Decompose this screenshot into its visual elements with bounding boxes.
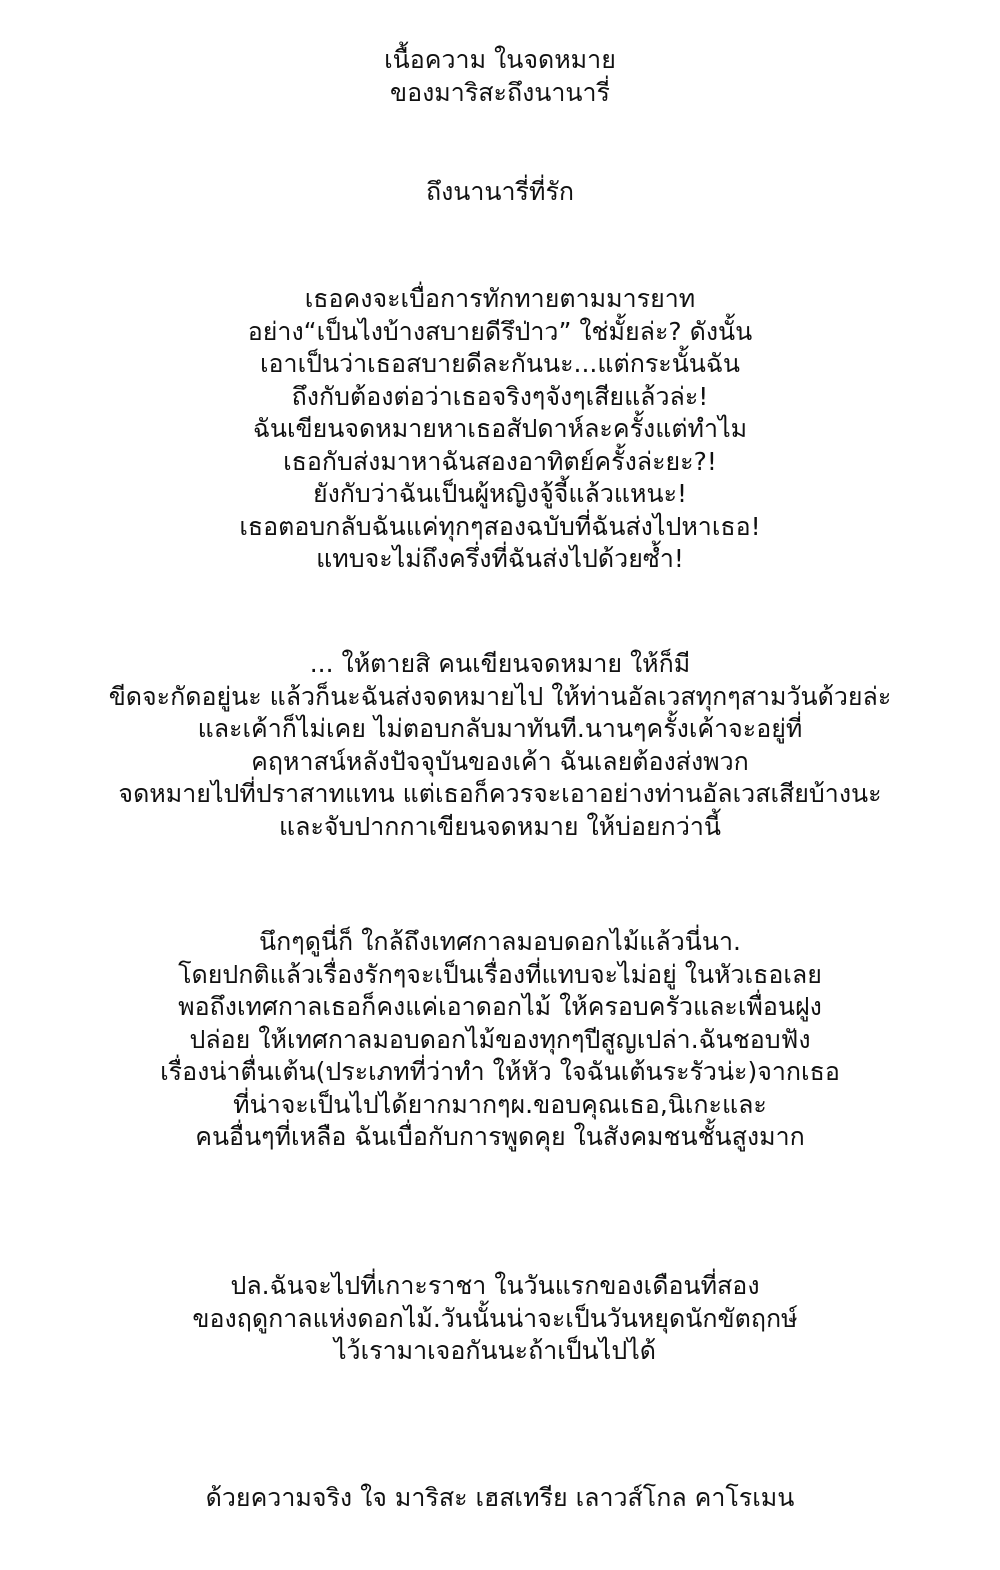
signature-line: ด้วยความจริง ใจ มาริสะ เฮสเทรีย เลาวส์โกล คาโรเมน: [205, 1483, 795, 1512]
paragraph-3: [0, 926, 1000, 1154]
text-line: ปล่อย ให้เทศกาลมอบดอกไม้ของทุกๆปีสูญเปล่า.ฉันชอบฟัง: [189, 1024, 811, 1054]
text-line: และจับปากกาเขียนจดหมาย ให้บ่อยกว่านี้: [279, 811, 721, 841]
text-line: นึกๆดูนี่ก็ ใกล้ถึงเทศกาลมอบดอกไม้แล้วนี่นา.: [259, 927, 741, 956]
text-line: ของฤดูกาลแห่งดอกไม้.วันนั้นน่าจะเป็นวันหยุดนักขัตฤกษ์: [192, 1303, 798, 1333]
title-line: เนื้อความ ในจดหมาย: [384, 45, 616, 74]
text-line: ขีดจะกัดอยู่นะ แล้วก็นะฉันส่งจดหมายไป ให้ท่านอัลเวสทุกๆสามวันด้วยล่ะ: [108, 681, 892, 711]
text-line: ... ให้ตายสิ คนเขียนจดหมาย ให้ก็มี: [309, 649, 691, 678]
text-line: แทบจะไม่ถึงครึ่งที่ฉันส่งไปด้วยซ้ำ!: [316, 544, 684, 573]
greeting-line: ถึงนานารี่ที่รัก: [425, 177, 575, 206]
letter-closing: [0, 1482, 1000, 1515]
text-line: อย่าง“เป็นไงบ้างสบายดีรึป่าว” ใช่มั้ยล่ะ? ดังนั้น: [247, 316, 753, 346]
text-line: ไว้เรามาเจอกันนะถ้าเป็นไปได้: [333, 1336, 657, 1365]
text-line: เธอตอบกลับฉันแค่ทุกๆสองฉบับที่ฉันส่งไปหาเธอ!: [239, 511, 761, 541]
text-line: เอาเป็นว่าเธอสบายดีละกันนะ...แต่กระนั้นฉัน: [259, 349, 741, 378]
text-line: เธอคงจะเบื่อการทักทายตามมารยาท: [304, 284, 696, 313]
text-line: ที่น่าจะเป็นไปได้ยากมากๆผ.ขอบคุณเธอ,นิเกะและ: [233, 1089, 767, 1119]
text-line: เธอกับส่งมาหาฉันสองอาทิตย์ครั้งล่ะยะ?!: [283, 446, 717, 476]
paragraph-2: [0, 648, 1000, 843]
text-line: โดยปกติแล้วเรื่องรักๆจะเป็นเรื่องที่แทบจะไม่อยู่ ในหัวเธอเลย: [178, 959, 822, 989]
text-line: ฉันเขียนจดหมายหาเธอสัปดาห์ละครั้งแต่ทำไม: [252, 414, 748, 443]
paragraph-1: [0, 283, 1000, 576]
text-line: คนอื่นๆที่เหลือ ฉันเบื่อกับการพูดคุย ในสังคมชนชั้นสูงมาก: [195, 1122, 805, 1151]
text-line: คฤหาสน์หลังปัจจุบันของเค้า ฉันเลยต้องส่งพวก: [251, 746, 749, 776]
text-line: ยังกับว่าฉันเป็นผู้หญิงจู้จี้แล้วแหนะ!: [312, 479, 688, 508]
postscript: [0, 1270, 995, 1368]
text-line: จดหมายไปที่ปราสาทแทน แต่เธอก็ควรจะเอาอย่างท่านอัลเวสเสียบ้างนะ: [118, 779, 882, 808]
text-line: ถึงกับต้องต่อว่าเธอจริงๆจังๆเสียแล้วล่ะ!: [291, 381, 709, 411]
letter-greeting: [0, 176, 1000, 209]
letter-title: [0, 44, 1000, 109]
text-line: เรื่องน่าตื่นเต้น(ประเภทที่ว่าทำ ให้หัว ใจฉันเต้นระรัวน่ะ)จากเธอ: [160, 1057, 840, 1086]
text-line: พอถึงเทศกาลเธอก็คงแค่เอาดอกไม้ ให้ครอบครัวและเพื่อนฝูง: [178, 992, 822, 1021]
title-line: ของมาริสะถึงนานารี่: [390, 77, 610, 107]
text-line: และเค้าก็ไม่เคย ไม่ตอบกลับมาทันที.นานๆครั้งเค้าจะอยู่ที่: [197, 714, 803, 743]
text-line: ปล.ฉันจะไปที่เกาะราชา ในวันแรกของเดือนที่สอง: [230, 1271, 760, 1300]
